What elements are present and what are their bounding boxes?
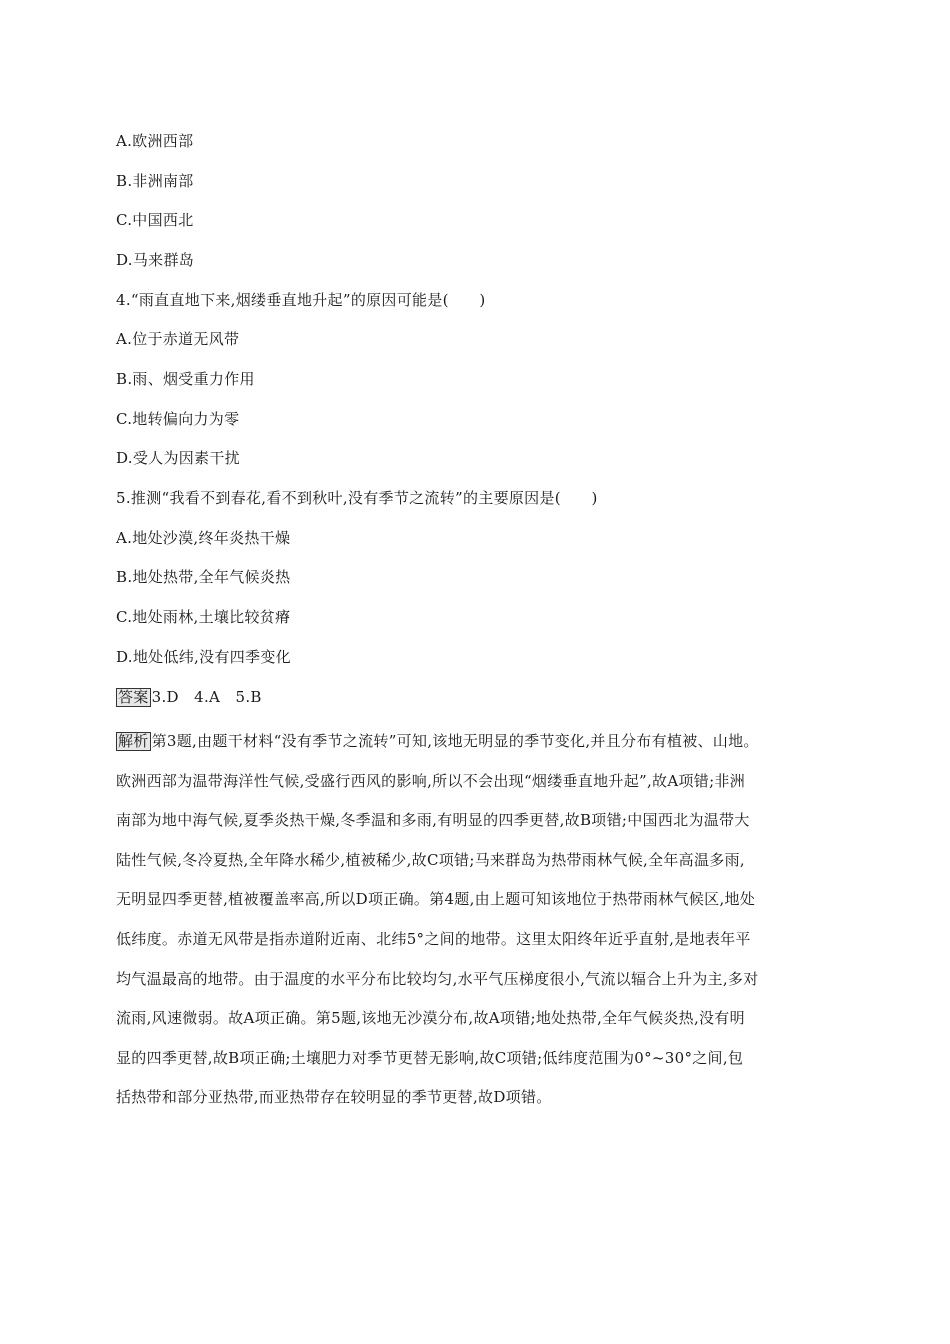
answer-text: 3.D 4.A 5.B <box>151 688 262 706</box>
analysis-line-6: 低纬度。赤道无风带是指赤道附近南、北纬5°之间的地带。这里太阳终年近乎直射,是地表年平 <box>116 929 751 948</box>
analysis-line-7: 均气温最高的地带。由于温度的水平分布比较均匀,水平气压梯度很小,气流以辐合上升为主,多对 <box>116 969 759 988</box>
analysis-line-5: 无明显四季更替,植被覆盖率高,所以D项正确。第4题,由上题可知该地位于热带雨林气候区,地处 <box>116 890 756 909</box>
answer-tag: 答案 <box>118 688 149 706</box>
analysis-block <box>116 722 836 1118</box>
q4-option-b: B.雨、烟受重力作用 <box>116 370 255 388</box>
q4-option-a: A.位于赤道无风带 <box>116 330 240 348</box>
analysis-line-3: 南部为地中海气候,夏季炎热干燥,冬季温和多雨,有明显的四季更替,故B项错;中国西北为温带大 <box>116 811 750 830</box>
q3-option-d: D.马来群岛 <box>116 251 195 269</box>
analysis-line-8: 流雨,风速微弱。故A项正确。第5题,该地无沙漠分布,故A项错;地处热带,全年气候炎热,没有明 <box>116 1009 745 1028</box>
q3-option-a: A.欧洲西部 <box>116 132 194 150</box>
q4-stem: 4.“雨直直地下来,烟缕垂直地升起”的原因可能是( ) <box>116 291 486 309</box>
analysis-line-2: 欧洲西部为温带海洋性气候,受盛行西风的影响,所以不会出现“烟缕垂直地升起”,故A项错;非洲 <box>116 771 746 790</box>
analysis-line-4: 陆性气候,冬冷夏热,全年降水稀少,植被稀少,故C项错;马来群岛为热带雨林气候,全年高温多雨, <box>116 850 745 869</box>
answer-line <box>116 687 262 707</box>
q4-option-d: D.受人为因素干扰 <box>116 449 240 467</box>
q3-option-c: C.中国西北 <box>116 211 194 229</box>
q3-option-b: B.非洲南部 <box>116 172 194 190</box>
q5-stem: 5.推测“我看不到春花,看不到秋叶,没有季节之流转”的主要原因是( ) <box>116 489 598 507</box>
q5-option-d: D.地处低纬,没有四季变化 <box>116 648 291 666</box>
analysis-line-1: 解析 第3题,由题干材料“没有季节之流转”可知,该地无明显的季节变化,并且分布有植被、山地。 <box>118 732 759 750</box>
q5-option-c: C.地处雨林,土壤比较贫瘠 <box>116 608 291 626</box>
q4-option-c: C.地转偏向力为零 <box>116 410 240 428</box>
q5-option-a: A.地处沙漠,终年炎热干燥 <box>116 529 291 547</box>
analysis-line-10: 括热带和部分亚热带,而亚热带存在较明显的季节更替,故D项错。 <box>116 1088 552 1107</box>
analysis-tag: 解析 <box>118 732 149 750</box>
q5-option-b: B.地处热带,全年气候炎热 <box>116 568 291 586</box>
analysis-line-9: 显的四季更替,故B项正确;土壤肥力对季节更替无影响,故C项错;低纬度范围为0°~30°之间,包 <box>116 1048 744 1067</box>
